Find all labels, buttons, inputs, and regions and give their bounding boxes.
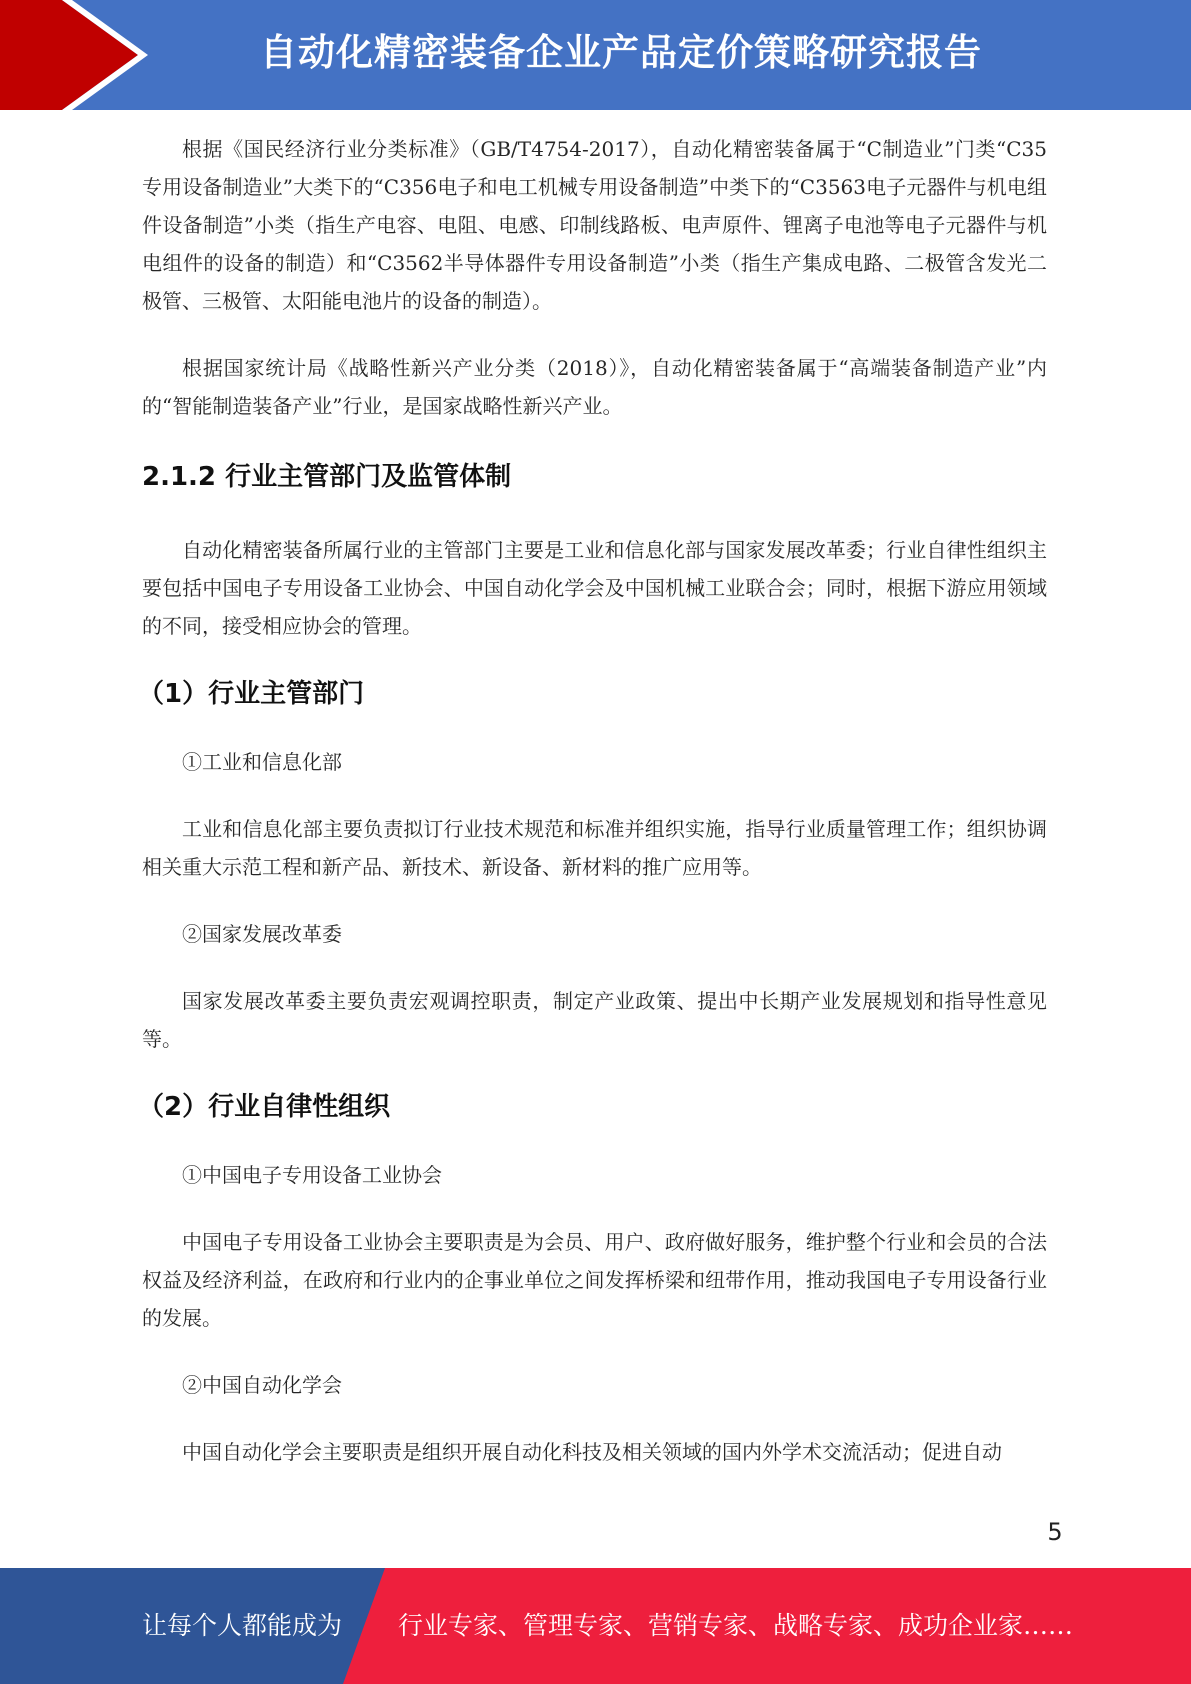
page-footer [0, 1568, 1191, 1684]
header-arrow-decoration [0, 0, 160, 110]
paragraph-ceia-duties: 中国电子专用设备工业协会主要职责是为会员、用户、政府做好服务，维护整个行业和会员的合法权益及经济利益，在政府和行业内的企事业单位之间发挥桥梁和纽带作用，推动我国电子专用设备行业的发展。 [142, 1230, 1047, 1330]
document-body [138, 130, 1047, 1471]
paragraph-miit-duties: 工业和信息化部主要负责拟订行业技术规范和标准并组织实施，指导行业质量管理工作；组织协调相关重大示范工程和新产品、新技术、新设备、新材料的推广应用等。 [142, 817, 1047, 879]
paragraph-ndrc-duties: 国家发展改革委主要负责宏观调控职责，制定产业政策、提出中长期产业发展规划和指导性意见等。 [142, 989, 1047, 1051]
report-title: 自动化精密装备企业产品定价策略研究报告 [260, 31, 982, 74]
page-header [0, 0, 1191, 110]
footer-slogan-right: 行业专家、管理专家、营销专家、战略专家、成功企业家…… [398, 1611, 1074, 1640]
section-heading-2-1-2: 2.1.2 行业主管部门及监管体制 [142, 462, 512, 492]
paragraph-regulators-overview: 自动化精密装备所属行业的主管部门主要是工业和信息化部与国家发展改革委；行业自律性组织主要包括中国电子专用设备工业协会、中国自动化学会及中国机械工业联合会；同时，根据下游应用领域的不同，接受相应协会的管理。 [142, 538, 1047, 638]
footer-slogan-left: 让每个人都能成为 [142, 1611, 343, 1640]
paragraph-caa-duties: 中国自动化学会主要职责是组织开展自动化科技及相关领域的国内外学术交流活动；促进自动 [182, 1440, 1002, 1464]
subheading-regulators: （1）行业主管部门 [138, 679, 365, 709]
item-ceia: ①中国电子专用设备工业协会 [182, 1163, 442, 1187]
paragraph-strategic-industry: 根据国家统计局《战略性新兴产业分类（2018）》，自动化精密装备属于“高端装备制造产业”内的“智能制造装备产业”行业，是国家战略性新兴产业。 [142, 356, 1047, 418]
page-number: 5 [1047, 1518, 1063, 1546]
subheading-self-regulatory-orgs: （2）行业自律性组织 [138, 1092, 391, 1122]
paragraph-industry-classification: 根据《国民经济行业分类标准》（GB/T4754-2017），自动化精密装备属于“C制造业”门类“C35专用设备制造业”大类下的“C356电子和电工机械专用设备制造”中类下的“C3563电子元器件与机电组件设备制造”小类（指生产电容、电阻、电感、印制线路板、电声原件、锂离子电池等电子元器件与机电组件的设备的制造）和“C3562半导体器件专用设备制造”小类（指生产集成电路、二极管含发光二极管、三极管、太阳能电池片的设备的制造）。 [142, 137, 1047, 313]
item-miit: ①工业和信息化部 [182, 750, 342, 774]
item-ndrc: ②国家发展改革委 [182, 922, 342, 946]
item-caa: ②中国自动化学会 [182, 1373, 342, 1397]
